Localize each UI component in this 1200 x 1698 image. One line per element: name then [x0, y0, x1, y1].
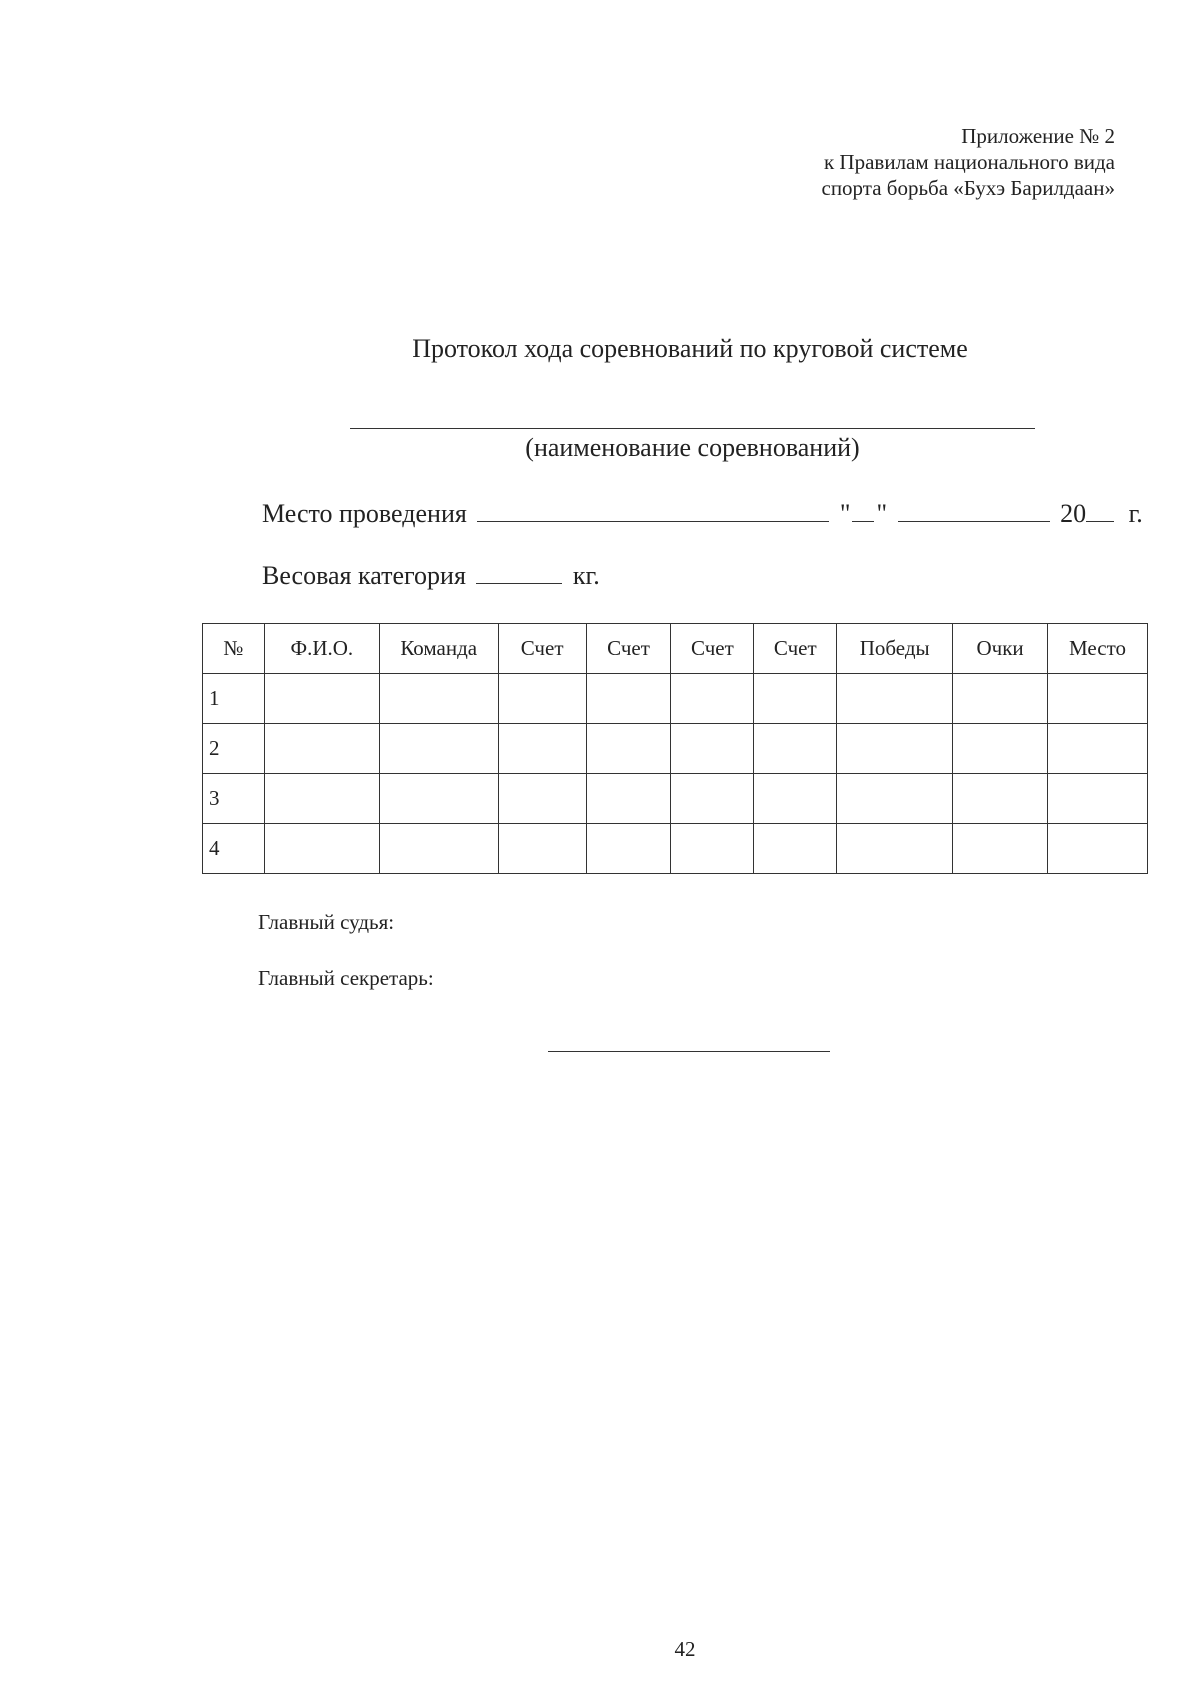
- row-number: 1: [203, 674, 265, 724]
- cell-place: [1048, 824, 1148, 874]
- cell-score: [754, 724, 837, 774]
- cell-full-name: [264, 674, 379, 724]
- day-blank: [852, 499, 874, 522]
- cell-score: [754, 774, 837, 824]
- header-wins: Победы: [837, 624, 953, 674]
- appendix-line-2: к Правилам национального вида: [823, 150, 1115, 174]
- cell-score: [586, 824, 671, 874]
- cell-wins: [837, 674, 953, 724]
- chief-judge-label: Главный судья:: [258, 910, 395, 934]
- cell-score: [586, 674, 671, 724]
- month-blank: [898, 499, 1050, 522]
- row-number: 2: [203, 724, 265, 774]
- cell-score: [586, 774, 671, 824]
- venue-blank: [477, 499, 829, 522]
- table-row: [203, 724, 1148, 774]
- cell-points: [953, 824, 1048, 874]
- cell-wins: [837, 774, 953, 824]
- cell-score: [498, 824, 586, 874]
- year-blank: [1086, 499, 1114, 522]
- cell-team: [379, 824, 498, 874]
- table-row: [203, 774, 1148, 824]
- header-score-2: Счет: [586, 624, 671, 674]
- cell-score: [498, 774, 586, 824]
- cell-team: [379, 774, 498, 824]
- header-points: Очки: [953, 624, 1048, 674]
- appendix-line-1: Приложение № 2: [961, 124, 1115, 148]
- document-title: Протокол хода соревнований по круговой системе: [412, 334, 968, 363]
- cell-score: [671, 674, 754, 724]
- row-number: 4: [203, 824, 265, 874]
- cell-score: [754, 674, 837, 724]
- year-prefix: 20: [1060, 499, 1087, 528]
- cell-wins: [837, 824, 953, 874]
- competition-name-caption: (наименование соревнований): [525, 433, 860, 462]
- chief-secretary-label: Главный секретарь:: [258, 966, 434, 990]
- page-number: 42: [674, 1637, 696, 1661]
- appendix-header: [620, 123, 1115, 201]
- date-quote-close: ": [876, 499, 888, 528]
- header-place: Место: [1048, 624, 1148, 674]
- cell-full-name: [264, 774, 379, 824]
- venue-label: Место проведения: [262, 499, 467, 528]
- header-full-name: Ф.И.О.: [264, 624, 379, 674]
- table-row: [203, 824, 1148, 874]
- row-number: 3: [203, 774, 265, 824]
- weight-unit: кг.: [572, 561, 600, 590]
- weight-blank: [476, 561, 562, 584]
- date-quote-open: ": [839, 499, 851, 528]
- year-suffix: г.: [1128, 499, 1143, 528]
- cell-points: [953, 774, 1048, 824]
- table-header-row: [203, 624, 1148, 674]
- cell-place: [1048, 674, 1148, 724]
- round-robin-table: [202, 623, 1148, 874]
- cell-full-name: [264, 724, 379, 774]
- header-team: Команда: [379, 624, 498, 674]
- table-row: [203, 674, 1148, 724]
- cell-points: [953, 724, 1048, 774]
- cell-team: [379, 674, 498, 724]
- cell-score: [671, 824, 754, 874]
- header-score-3: Счет: [671, 624, 754, 674]
- cell-score: [586, 724, 671, 774]
- venue-row: [262, 499, 1143, 529]
- appendix-line-3: спорта борьба «Бухэ Барилдаан»: [821, 176, 1115, 200]
- weight-label: Весовая категория: [262, 561, 466, 590]
- cell-full-name: [264, 824, 379, 874]
- cell-score: [671, 724, 754, 774]
- cell-place: [1048, 774, 1148, 824]
- cell-wins: [837, 724, 953, 774]
- competition-name-line: [350, 428, 1035, 429]
- cell-score: [671, 774, 754, 824]
- cell-points: [953, 674, 1048, 724]
- cell-score: [754, 824, 837, 874]
- cell-place: [1048, 724, 1148, 774]
- signature-line: [548, 1051, 830, 1052]
- weight-row: [262, 561, 600, 591]
- cell-score: [498, 674, 586, 724]
- cell-score: [498, 724, 586, 774]
- header-score-4: Счет: [754, 624, 837, 674]
- header-score-1: Счет: [498, 624, 586, 674]
- header-number: №: [203, 624, 265, 674]
- cell-team: [379, 724, 498, 774]
